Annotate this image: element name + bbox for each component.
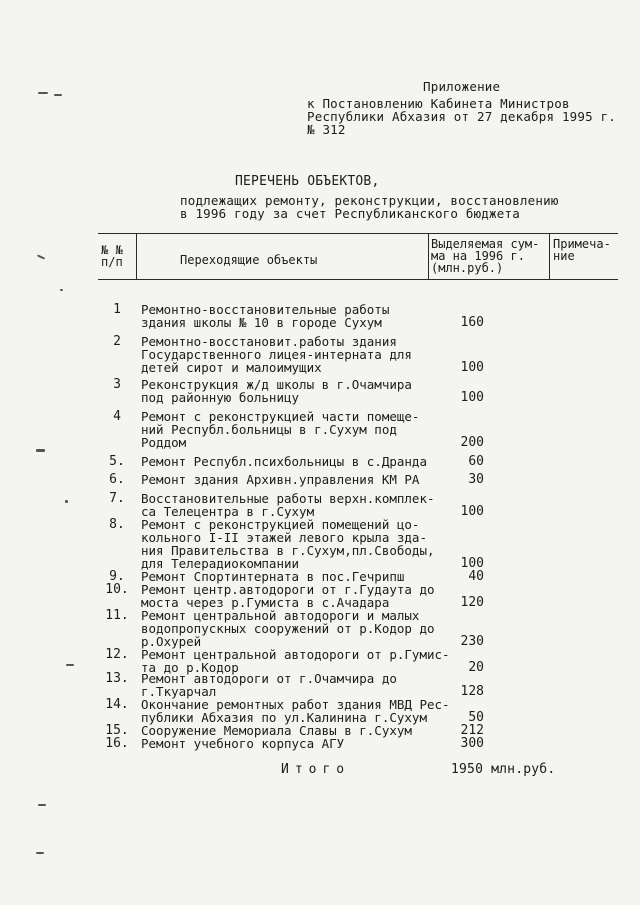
col-header-number: № № п/п [101, 243, 123, 269]
total-label: Итого [281, 762, 351, 777]
row-number: 12. [105, 647, 129, 662]
row-sum: 128 [460, 684, 484, 699]
table-top-rule [98, 233, 618, 234]
row-object: Сооружение Мемориала Славы в г.Сухум [141, 723, 412, 738]
row-object: Ремонт Республ.психбольницы в с.Дранда [141, 454, 427, 469]
row-number: 1 [113, 302, 121, 317]
row-object: Ремонт автодороги от г.Очамчира до г.Ткуарчал [141, 671, 397, 699]
scan-mark [65, 500, 68, 503]
scan-mark [36, 449, 45, 452]
row-sum: 212 [460, 723, 484, 738]
row-object: Ремонт с реконструкцией помещений цо- кольного I-II этажей левого крыла зда- ния Правительства в г.Сухум,пл.Свободы, для Телерадиокомпании [141, 517, 435, 571]
row-object: Ремонт центральной автодороги от р.Гумис- та до р.Кодор [141, 647, 450, 675]
scan-mark [60, 289, 63, 291]
appendix-line-1: к Постановлению Кабинета Министров [307, 96, 570, 111]
scan-mark [38, 92, 48, 94]
row-object: Ремонт центр.автодороги от г.Гудаута до моста через р.Гумиста в с.Ачадара [141, 582, 435, 610]
row-number: 7. [109, 491, 125, 506]
row-sum: 230 [460, 634, 484, 649]
col-header-note: Примеча- ние [553, 237, 611, 263]
col-header-sum: Выделяемая сум- ма на 1996 г. (млн.руб.) [431, 237, 540, 275]
scan-mark [38, 804, 46, 806]
row-number: 8. [109, 517, 125, 532]
row-sum: 100 [460, 504, 484, 519]
row-object: Ремонт учебного корпуса АГУ [141, 736, 345, 751]
appendix-title: Приложение [423, 79, 501, 94]
table-divider-2 [428, 233, 429, 279]
row-sum: 40 [468, 569, 484, 584]
appendix-line-3: № 312 [307, 122, 346, 137]
row-number: 10. [105, 582, 129, 597]
row-object: Ремонт здания Архивн.управления КМ РА [141, 472, 420, 487]
row-number: 4 [113, 409, 121, 424]
row-number: 5. [109, 454, 125, 469]
row-sum: 200 [460, 435, 484, 450]
row-object: Ремонт центральной автодороги и малых водопропускных сооружений от р.Кодор до р.Охурей [141, 608, 435, 649]
row-sum: 120 [460, 595, 484, 610]
row-number: 16. [105, 736, 129, 751]
row-number: 13. [105, 671, 129, 686]
row-sum: 100 [460, 390, 484, 405]
row-object: Восстановительные работы верхн.комплек- са Телецентра в г.Сухум [141, 491, 435, 519]
row-number: 9. [109, 569, 125, 584]
row-sum: 60 [468, 454, 484, 469]
scan-mark [54, 94, 62, 96]
scan-mark [36, 852, 44, 854]
row-number: 14. [105, 697, 129, 712]
row-object: Реконструкция ж/д школы в г.Очамчира под районную больницу [141, 377, 412, 405]
list-title: ПЕРЕЧЕНЬ ОБЪЕКТОВ, [235, 174, 380, 189]
row-object: Ремонтно-восстановительные работы здания школы № 10 в городе Сухум [141, 302, 390, 330]
row-number: 3 [113, 377, 121, 392]
total-value: 1950 млн.руб. [451, 762, 556, 777]
row-object: Ремонтно-восстановит.работы здания Государственного лицея-интерната для детей сирот и малоимущих [141, 334, 412, 375]
row-number: 2 [113, 334, 121, 349]
list-subtitle-2: в 1996 году за счет Республиканского бюджета [180, 206, 520, 221]
appendix-line-2: Республики Абхазия от 27 декабря 1995 г. [307, 109, 617, 124]
table-divider-1 [136, 233, 137, 279]
row-sum: 50 [468, 710, 484, 725]
row-sum: 30 [468, 472, 484, 487]
row-sum: 20 [468, 660, 484, 675]
row-sum: 100 [460, 360, 484, 375]
row-sum: 100 [460, 556, 484, 571]
row-object: Ремонт с реконструкцией части помеще- ний Республ.больницы в г.Сухум под Роддом [141, 409, 420, 450]
row-object: Ремонт Спортинтерната в пос.Гечрипш [141, 569, 405, 584]
scan-mark [37, 254, 45, 259]
scan-mark [66, 664, 74, 666]
row-number: 15. [105, 723, 129, 738]
row-object: Окончание ремонтных работ здания МВД Рес- публики Абхазия по ул.Калинина г.Сухум [141, 697, 450, 725]
row-number: 6. [109, 472, 125, 487]
table-header-bottom-rule [98, 279, 618, 280]
col-header-objects: Переходящие объекты [180, 253, 318, 267]
table-divider-3 [549, 233, 550, 279]
row-sum: 160 [460, 315, 484, 330]
row-number: 11. [105, 608, 129, 623]
row-sum: 300 [460, 736, 484, 751]
list-subtitle-1: подлежащих ремонту, реконструкции, восстановлению [180, 193, 559, 208]
